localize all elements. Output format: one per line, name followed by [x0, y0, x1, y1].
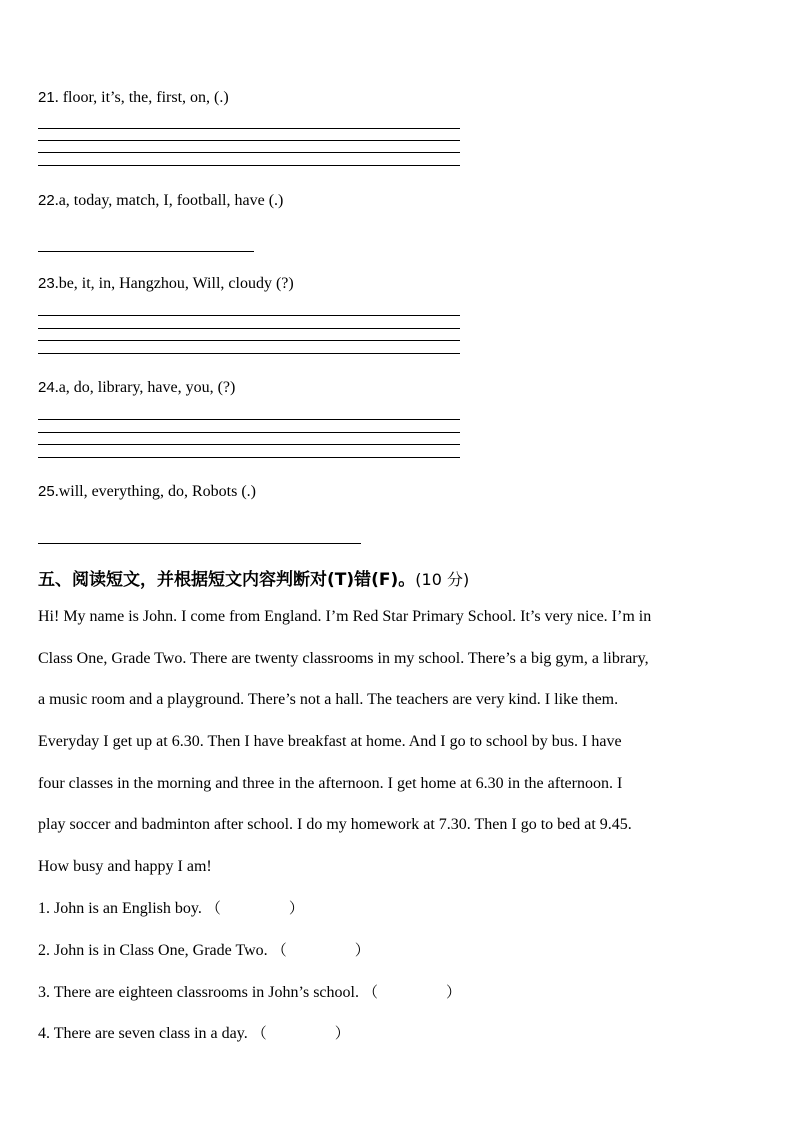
statement-3: [38, 982, 461, 1003]
passage-line: How busy and happy I am!: [38, 858, 212, 876]
answer-line: [38, 340, 460, 341]
question-text: .a, do, library, have, you, (?): [54, 379, 236, 396]
reading-passage: [38, 596, 760, 888]
passage-line: play soccer and badminton after school. I do my homework at 7.30. Then I go to bed at 9.45.: [38, 816, 632, 834]
section-score: (10 分): [415, 570, 470, 589]
question-24: [38, 378, 235, 398]
question-22: [38, 191, 283, 211]
question-21: [38, 88, 229, 108]
answer-line: [38, 165, 460, 166]
answer-line: [38, 457, 460, 458]
passage-line: Hi! My name is John. I come from England. I’m Red Star Primary School. It’s very nice. I’m in: [38, 608, 652, 625]
question-number: 22: [38, 192, 55, 209]
answer-line: [38, 543, 361, 544]
answer-line: [38, 419, 460, 420]
answer-line: [38, 432, 460, 433]
statement-1: [38, 898, 304, 919]
passage-line: four classes in the morning and three in the afternoon. I get home at 6.30 in the afternoon. I: [38, 774, 623, 792]
answer-bracket[interactable]: （ ）: [205, 899, 304, 917]
answer-line: [38, 251, 254, 252]
answer-line: [38, 128, 460, 129]
question-23: [38, 274, 294, 294]
question-text: .be, it, in, Hangzhou, Will, cloudy (?): [54, 275, 294, 292]
answer-line: [38, 315, 460, 316]
question-number: 23: [38, 275, 55, 292]
answer-bracket[interactable]: （ ）: [271, 941, 370, 959]
passage-line: Everyday I get up at 6.30. Then I have breakfast at home. And I go to school by bus. I have: [38, 733, 622, 751]
passage-line: Class One, Grade Two. There are twenty classrooms in my school. There’s a big gym, a library,: [38, 649, 649, 667]
statement-text: 1. John is an English boy.: [38, 900, 202, 917]
question-25: [38, 482, 256, 502]
answer-bracket[interactable]: （ ）: [251, 1024, 350, 1042]
statement-text: 3. There are eighteen classrooms in John’s school.: [38, 984, 359, 1001]
question-text: . floor, it’s, the, first, on, (.): [54, 89, 229, 106]
section-title: 五、阅读短文，并根据短文内容判断对(T)错(F)。: [38, 570, 416, 590]
question-number: 24: [38, 379, 55, 396]
question-text: .will, everything, do, Robots (.): [54, 483, 256, 500]
question-number: 25: [38, 483, 55, 500]
passage-line: a music room and a playground. There’s not a hall. The teachers are very kind. I like them.: [38, 691, 619, 709]
question-number: 21: [38, 89, 55, 106]
statement-text: 4. There are seven class in a day.: [38, 1025, 248, 1042]
statement-2: [38, 940, 370, 961]
section-heading: [38, 565, 469, 590]
statement-text: 2. John is in Class One, Grade Two.: [38, 942, 268, 959]
answer-bracket[interactable]: （ ）: [362, 983, 461, 1001]
answer-line: [38, 152, 460, 153]
answer-line: [38, 353, 460, 354]
statement-4: [38, 1023, 350, 1044]
answer-line: [38, 140, 460, 141]
answer-line: [38, 328, 460, 329]
question-text: .a, today, match, I, football, have (.): [54, 192, 284, 209]
answer-line: [38, 444, 460, 445]
